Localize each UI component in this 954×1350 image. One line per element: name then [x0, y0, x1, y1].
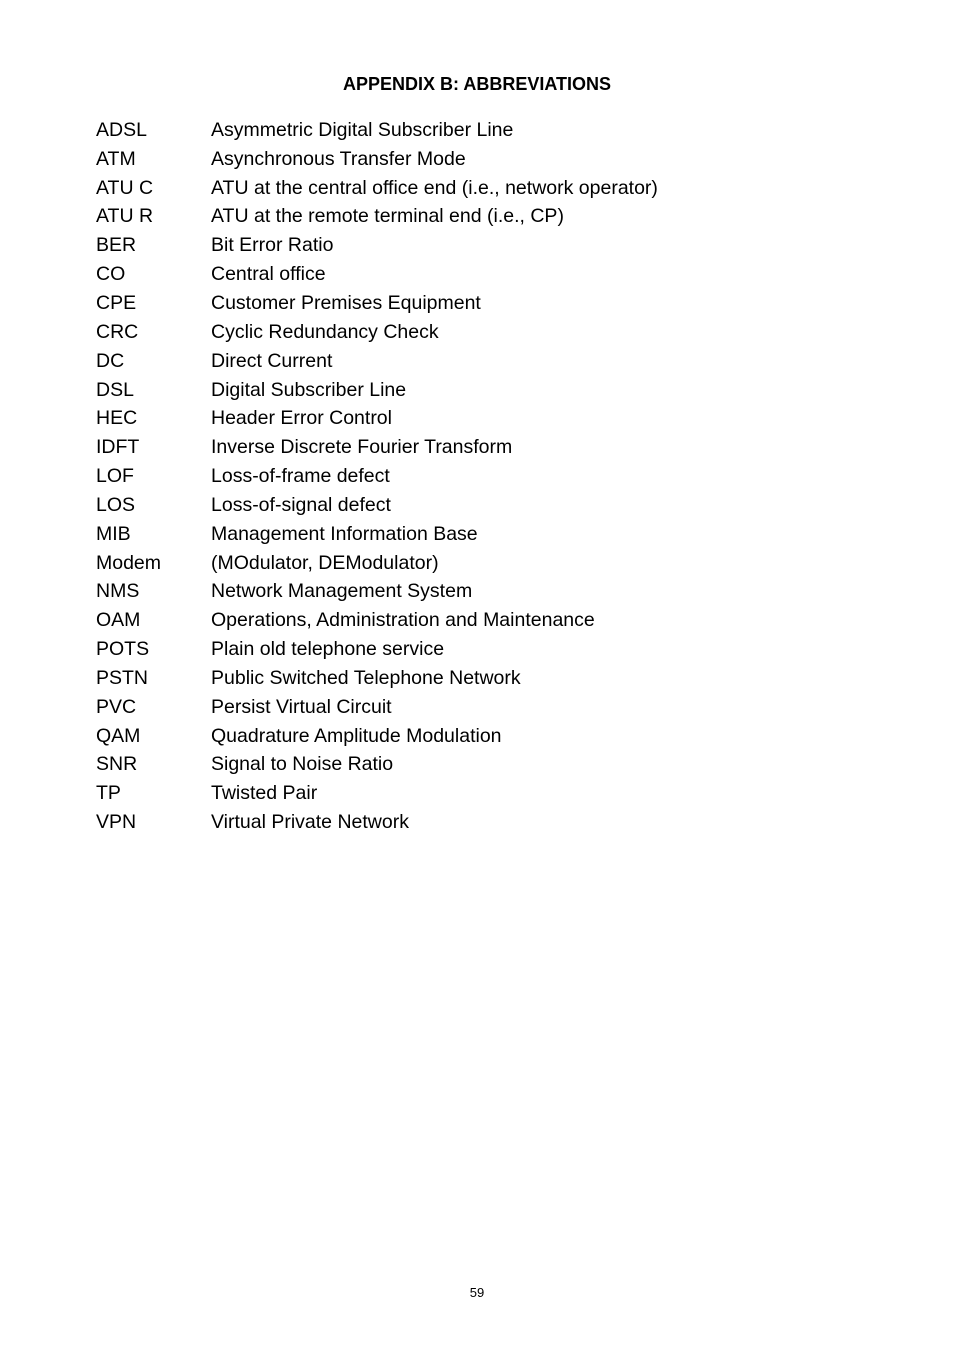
abbreviation-term: DSL	[96, 378, 134, 401]
abbreviation-row	[96, 404, 658, 433]
abbreviation-row	[96, 116, 658, 145]
abbreviation-definition: Quadrature Amplitude Modulation	[211, 724, 502, 747]
abbreviation-row	[96, 520, 658, 549]
abbreviation-term: IDFT	[96, 436, 140, 459]
abbreviation-definition: Persist Virtual Circuit	[211, 695, 392, 718]
abbreviation-term: ATM	[96, 147, 136, 170]
abbreviation-term: DC	[96, 349, 125, 372]
abbreviation-term: ADSL	[96, 118, 147, 141]
abbreviation-row	[96, 491, 658, 520]
abbreviation-definition: Plain old telephone service	[211, 638, 445, 661]
abbreviation-row	[96, 203, 658, 232]
abbreviation-definition: Public Switched Telephone Network	[211, 666, 521, 689]
abbreviation-term: CRC	[96, 320, 139, 343]
abbreviation-definition: Bit Error Ratio	[211, 234, 334, 257]
abbreviation-term: VPN	[96, 811, 137, 834]
abbreviation-definition: Asymmetric Digital Subscriber Line	[211, 118, 514, 141]
abbreviation-term: QAM	[96, 724, 141, 747]
abbreviation-row	[96, 693, 658, 722]
abbreviation-definition: Header Error Control	[211, 407, 392, 430]
abbreviation-definition: Cyclic Redundancy Check	[211, 320, 439, 343]
abbreviation-definition: Asynchronous Transfer Mode	[211, 147, 466, 170]
abbreviation-term: Modem	[96, 551, 162, 574]
abbreviation-row	[96, 231, 658, 260]
abbreviation-definition: Loss-of-frame defect	[211, 465, 390, 488]
abbreviation-row	[96, 318, 658, 347]
abbreviation-row	[96, 722, 658, 751]
abbreviation-term: ATU R	[96, 205, 154, 228]
abbreviation-term: POTS	[96, 638, 150, 661]
abbreviation-term: PSTN	[96, 666, 149, 689]
abbreviation-row	[96, 289, 658, 318]
page-title: APPENDIX B: ABBREVIATIONS	[342, 74, 612, 95]
abbreviation-definition: Network Management System	[211, 580, 473, 603]
abbreviation-term: BER	[96, 234, 137, 257]
abbreviation-row	[96, 779, 658, 808]
abbreviation-definition: Signal to Noise Ratio	[211, 753, 394, 776]
abbreviation-definition: Inverse Discrete Fourier Transform	[211, 436, 513, 459]
abbreviation-list	[96, 116, 658, 837]
abbreviation-term: SNR	[96, 753, 138, 776]
abbreviation-row	[96, 145, 658, 174]
abbreviation-term: OAM	[96, 609, 141, 632]
abbreviation-row	[96, 174, 658, 203]
abbreviation-row	[96, 808, 658, 837]
abbreviation-term: CO	[96, 263, 126, 286]
abbreviation-row	[96, 635, 658, 664]
abbreviation-definition: Central office	[211, 263, 326, 286]
abbreviation-term: CPE	[96, 291, 137, 314]
abbreviation-definition: Virtual Private Network	[211, 811, 409, 834]
abbreviation-term: LOF	[96, 465, 134, 488]
abbreviation-row	[96, 433, 658, 462]
abbreviation-row	[96, 260, 658, 289]
abbreviation-definition: Loss-of-signal defect	[211, 493, 391, 516]
abbreviation-row	[96, 578, 658, 607]
abbreviation-row	[96, 462, 658, 491]
abbreviation-row	[96, 751, 658, 780]
abbreviation-definition: Operations, Administration and Maintenance	[211, 609, 595, 632]
page-number: 59	[469, 1285, 485, 1300]
abbreviation-definition: (MOdulator, DEModulator)	[211, 551, 439, 574]
abbreviation-row	[96, 664, 658, 693]
abbreviation-definition: Twisted Pair	[211, 782, 318, 805]
abbreviation-term: HEC	[96, 407, 138, 430]
abbreviation-term: ATU C	[96, 176, 154, 199]
abbreviation-term: LOS	[96, 493, 136, 516]
abbreviation-row	[96, 549, 658, 578]
abbreviation-term: TP	[96, 782, 121, 805]
abbreviation-definition: Management Information Base	[211, 522, 478, 545]
abbreviation-row	[96, 376, 658, 405]
abbreviation-definition: ATU at the central office end (i.e., network operator)	[211, 176, 658, 199]
abbreviation-definition: Digital Subscriber Line	[211, 378, 407, 401]
abbreviation-term: PVC	[96, 695, 137, 718]
abbreviation-definition: ATU at the remote terminal end (i.e., CP)	[211, 205, 564, 228]
abbreviation-row	[96, 606, 658, 635]
abbreviation-term: NMS	[96, 580, 140, 603]
abbreviation-definition: Customer Premises Equipment	[211, 291, 481, 314]
abbreviation-term: MIB	[96, 522, 131, 545]
abbreviation-definition: Direct Current	[211, 349, 333, 372]
abbreviation-row	[96, 347, 658, 376]
